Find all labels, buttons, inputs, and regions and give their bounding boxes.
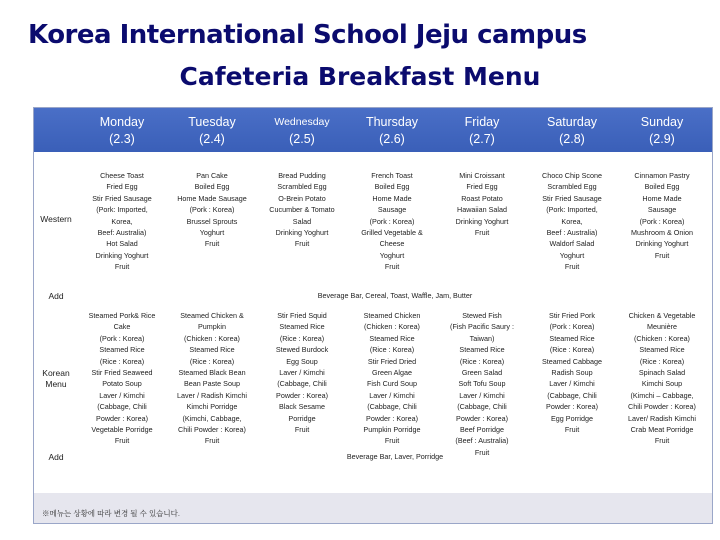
row-label-add-korean: Add xyxy=(48,452,64,462)
menu-item: Fruit xyxy=(204,436,220,446)
day-header-wednesday xyxy=(258,114,346,148)
menu-item: Sausage xyxy=(647,205,677,215)
korean-cell-tuesday xyxy=(168,310,256,447)
menu-item: Steamed Black Bean xyxy=(178,368,246,378)
day-date: (2.8) xyxy=(559,132,585,146)
menu-item: (Chicken : Korea) xyxy=(184,333,240,343)
menu-item: O-Brein Potato xyxy=(278,193,326,203)
menu-item: (Pork: Imported, xyxy=(546,205,598,215)
menu-item: (Cabbage, Chili xyxy=(277,379,327,389)
menu-item: Fried Egg xyxy=(106,182,138,192)
menu-item: Laver/ Radish Kimchi xyxy=(628,413,696,423)
menu-item: (Fish Pacific Saury : xyxy=(450,322,514,332)
menu-item: Yoghurt xyxy=(559,250,585,260)
day-header-friday xyxy=(438,114,526,148)
menu-item: (Rice : Korea) xyxy=(99,356,145,366)
menu-item: Steamed Chicken xyxy=(363,311,421,320)
day-header-sunday xyxy=(618,114,706,148)
menu-item: Scrambled Egg xyxy=(277,182,327,192)
menu-item: Fruit xyxy=(654,250,670,260)
menu-item: Powder : Korea) xyxy=(546,402,598,412)
menu-item: Grilled Vegetable & xyxy=(361,228,423,238)
menu-item: Laver / Kimchi xyxy=(279,368,325,378)
menu-item: Laver / Kimchi xyxy=(369,390,415,400)
menu-item: (Cabbage, Chili xyxy=(97,402,147,412)
day-header-saturday xyxy=(528,114,616,148)
menu-item: (Pork : Korea) xyxy=(549,322,595,332)
menu-item: Porridge xyxy=(288,413,316,423)
menu-item: Scrambled Egg xyxy=(547,182,597,192)
menu-item: Egg Soup xyxy=(286,356,318,366)
menu-item: Korea, xyxy=(561,216,583,226)
korean-cell-wednesday xyxy=(258,310,346,435)
menu-item: Roast Potato xyxy=(461,193,503,203)
day-date: (2.3) xyxy=(109,132,135,146)
menu-item: Spinach Salad xyxy=(638,368,686,378)
western-cell-sunday xyxy=(618,170,706,261)
menu-item: Fried Egg xyxy=(466,182,498,192)
menu-item: (Kimchi, Cabbage, xyxy=(182,413,242,423)
menu-item: Choco Chip Scone xyxy=(542,171,602,180)
menu-item: Steamed Rice xyxy=(369,333,415,343)
menu-item: (Rice : Korea) xyxy=(279,333,325,343)
menu-item: Laver / Radish Kimchi xyxy=(177,390,247,400)
day-name: Sunday xyxy=(640,115,684,129)
menu-item: Stir Fried Seaweed xyxy=(91,368,153,378)
menu-item: Fruit xyxy=(474,447,490,457)
menu-item: Beef: Australia) xyxy=(97,228,147,238)
menu-item: Chicken & Vegetable xyxy=(628,311,696,320)
menu-item: (Chicken : Korea) xyxy=(634,333,690,343)
menu-item: Drinking Yoghurt xyxy=(455,216,509,226)
menu-item: (Beef : Australia) xyxy=(455,436,509,446)
menu-item: Brussel Sprouts xyxy=(186,216,238,226)
menu-item: Chili Powder : Korea) xyxy=(628,402,696,412)
menu-item: Steamed Rice xyxy=(189,345,235,355)
menu-item: Laver / Kimchi xyxy=(99,390,145,400)
menu-item: Black Sesame xyxy=(279,402,325,412)
menu-item: Stir Fried Dried xyxy=(367,356,417,366)
menu-item: Steamed Rice xyxy=(639,345,685,355)
menu-item: Salad xyxy=(292,216,312,226)
menu-item: Cheese xyxy=(379,239,405,249)
menu-item: Chili Powder : Korea) xyxy=(178,425,246,435)
menu-title: Cafeteria Breakfast Menu xyxy=(179,62,541,91)
menu-item: (Rice : Korea) xyxy=(639,356,685,366)
menu-item: Drinking Yoghurt xyxy=(95,250,149,260)
menu-item: Mushroom & Onion xyxy=(631,228,693,238)
day-name: Monday xyxy=(99,115,145,129)
menu-item: (Rice : Korea) xyxy=(459,356,505,366)
menu-item: Fish Curd Soup xyxy=(367,379,417,389)
menu-item: (Rice : Korea) xyxy=(189,356,235,366)
day-header-tuesday xyxy=(168,114,256,148)
menu-item: Bread Pudding xyxy=(278,171,326,180)
korean-cell-sunday xyxy=(618,310,706,447)
menu-item: Home Made xyxy=(372,193,412,203)
menu-item: (Kimchi – Cabbage, xyxy=(630,390,694,400)
menu-item: Fruit xyxy=(114,262,130,272)
menu-item: Home Made xyxy=(642,193,682,203)
menu-item: Korea, xyxy=(111,216,133,226)
menu-item: Fruit xyxy=(294,425,310,435)
menu-item: Steamed Cabbage xyxy=(542,356,602,366)
menu-item: Yoghurt xyxy=(379,250,405,260)
menu-item: Powder : Korea) xyxy=(366,413,418,423)
menu-item: (Pork : Korea) xyxy=(369,216,415,226)
menu-item: Steamed Chicken & xyxy=(180,311,244,320)
korean-cell-saturday xyxy=(528,310,616,435)
menu-item: Hawaiian Salad xyxy=(457,205,507,215)
add-korean-items: Beverage Bar, Laver, Porridge xyxy=(346,452,444,461)
day-date: (2.4) xyxy=(199,132,225,146)
western-cell-thursday xyxy=(348,170,436,273)
menu-item: (Cabbage, Chili xyxy=(367,402,417,412)
menu-item: Mini Croissant xyxy=(459,171,505,180)
menu-item: Laver / Kimchi xyxy=(459,390,505,400)
day-header-thursday xyxy=(348,114,436,148)
menu-item: Steamed Rice xyxy=(549,333,595,343)
korean-cell-thursday xyxy=(348,310,436,447)
menu-item: Stewed Fish xyxy=(462,311,502,320)
menu-item: Steamed Rice xyxy=(279,322,325,332)
menu-item: Beef Porridge xyxy=(460,425,504,435)
day-header-row xyxy=(34,108,712,152)
row-label-korean: Korean Menu xyxy=(42,368,70,389)
korean-cell-monday xyxy=(78,310,166,447)
korean-cell-friday xyxy=(438,310,526,458)
menu-item: Waldorf Salad xyxy=(549,239,595,249)
menu-item: Fruit xyxy=(384,262,400,272)
menu-item: Cucumber & Tomato xyxy=(269,205,335,215)
day-name: Wednesday xyxy=(274,116,330,128)
menu-item: Fruit xyxy=(294,239,310,249)
menu-item: (Chicken : Korea) xyxy=(364,322,420,332)
menu-item: Radish Soup xyxy=(551,368,593,378)
menu-item: Boiled Egg xyxy=(644,182,680,192)
menu-item: Vegetable Porridge xyxy=(91,425,153,435)
menu-item: Stewed Burdock xyxy=(275,345,329,355)
menu-item: Fruit xyxy=(474,228,490,238)
menu-item: Beef : Australia) xyxy=(546,228,598,238)
menu-item: Steamed Rice xyxy=(99,345,145,355)
menu-item: Powder : Korea) xyxy=(96,413,148,423)
menu-item: Drinking Yoghurt xyxy=(635,239,689,249)
row-label-western: Western xyxy=(40,214,72,224)
western-cell-monday xyxy=(78,170,166,273)
day-date: (2.7) xyxy=(469,132,495,146)
day-name: Saturday xyxy=(546,115,598,129)
menu-item: Kimchi Porridge xyxy=(186,402,238,412)
menu-item: Stir Fried Sausage xyxy=(542,193,602,203)
add-western-items: Beverage Bar, Cereal, Toast, Waffle, Jam, Butter xyxy=(317,291,473,300)
menu-item: Powder : Korea) xyxy=(276,390,328,400)
menu-item: Yoghurt xyxy=(199,228,225,238)
menu-item: (Cabbage, Chili xyxy=(547,390,597,400)
menu-item: Crab Meat Porridge xyxy=(630,425,694,435)
menu-item: Pumpkin Porridge xyxy=(363,425,421,435)
menu-item: Stir Fried Sausage xyxy=(92,193,152,203)
menu-item: Steamed Pork& Rice xyxy=(88,311,156,320)
menu-item: Drinking Yoghurt xyxy=(275,228,329,238)
day-name: Friday xyxy=(464,115,500,129)
menu-item: (Rice : Korea) xyxy=(369,345,415,355)
menu-item: Fruit xyxy=(204,239,220,249)
menu-item: Cheese Toast xyxy=(100,171,144,180)
menu-item: French Toast xyxy=(371,171,413,180)
day-name: Tuesday xyxy=(188,115,236,129)
menu-item: Bean Paste Soup xyxy=(184,379,240,389)
menu-item: Fruit xyxy=(384,436,400,446)
day-date: (2.9) xyxy=(649,132,675,146)
menu-item: Pumpkin xyxy=(198,322,226,332)
day-date: (2.5) xyxy=(289,132,315,146)
day-name: Thursday xyxy=(365,115,419,129)
menu-item: (Rice : Korea) xyxy=(549,345,595,355)
western-cell-friday xyxy=(438,170,526,238)
menu-item: Potato Soup xyxy=(102,379,142,389)
menu-item: Fruit xyxy=(654,436,670,446)
menu-item: Stir Fried Pork xyxy=(549,311,595,320)
menu-item: Steamed Rice xyxy=(459,345,505,355)
menu-item: Taiwan) xyxy=(469,333,495,343)
menu-item: Egg Porridge xyxy=(551,413,593,423)
menu-item: (Pork : Korea) xyxy=(99,333,145,343)
footer-bar xyxy=(34,493,712,523)
western-cell-tuesday xyxy=(168,170,256,250)
day-header-monday xyxy=(78,114,166,148)
western-cell-saturday xyxy=(528,170,616,273)
menu-item: Cake xyxy=(113,322,131,332)
menu-item: Pan Cake xyxy=(196,171,228,180)
menu-item: Boiled Egg xyxy=(194,182,230,192)
school-title: Korea International School Jeju campus xyxy=(28,20,587,50)
western-cell-wednesday xyxy=(258,170,346,250)
menu-item: Meunière xyxy=(647,322,677,332)
menu-item: (Pork : Korea) xyxy=(639,216,685,226)
menu-item: (Cabbage, Chili xyxy=(457,402,507,412)
menu-item: Fruit xyxy=(564,425,580,435)
menu-item: (Pork: Imported, xyxy=(96,205,148,215)
menu-item: Cinnamon Pastry xyxy=(634,171,690,180)
row-label-add-western: Add xyxy=(48,291,64,301)
footer-note: ※메뉴는 상황에 따라 변경 될 수 있습니다. xyxy=(42,509,181,518)
menu-item: Hot Salad xyxy=(106,239,138,249)
menu-item: Boiled Egg xyxy=(374,182,410,192)
menu-item: Fruit xyxy=(114,436,130,446)
menu-item: Home Made Sausage xyxy=(177,193,247,203)
menu-item: Fruit xyxy=(564,262,580,272)
menu-item: Laver / Kimchi xyxy=(549,379,595,389)
menu-item: Soft Tofu Soup xyxy=(458,379,506,389)
menu-item: Green Salad xyxy=(461,368,503,378)
menu-item: Green Algae xyxy=(372,368,412,378)
day-date: (2.6) xyxy=(379,132,405,146)
menu-table xyxy=(33,107,713,524)
menu-item: Powder : Korea) xyxy=(456,413,508,423)
menu-item: Kimchi Soup xyxy=(641,379,683,389)
menu-item: Sausage xyxy=(377,205,407,215)
menu-item: (Pork : Korea) xyxy=(189,205,235,215)
menu-item: Stir Fried Squid xyxy=(277,311,327,320)
